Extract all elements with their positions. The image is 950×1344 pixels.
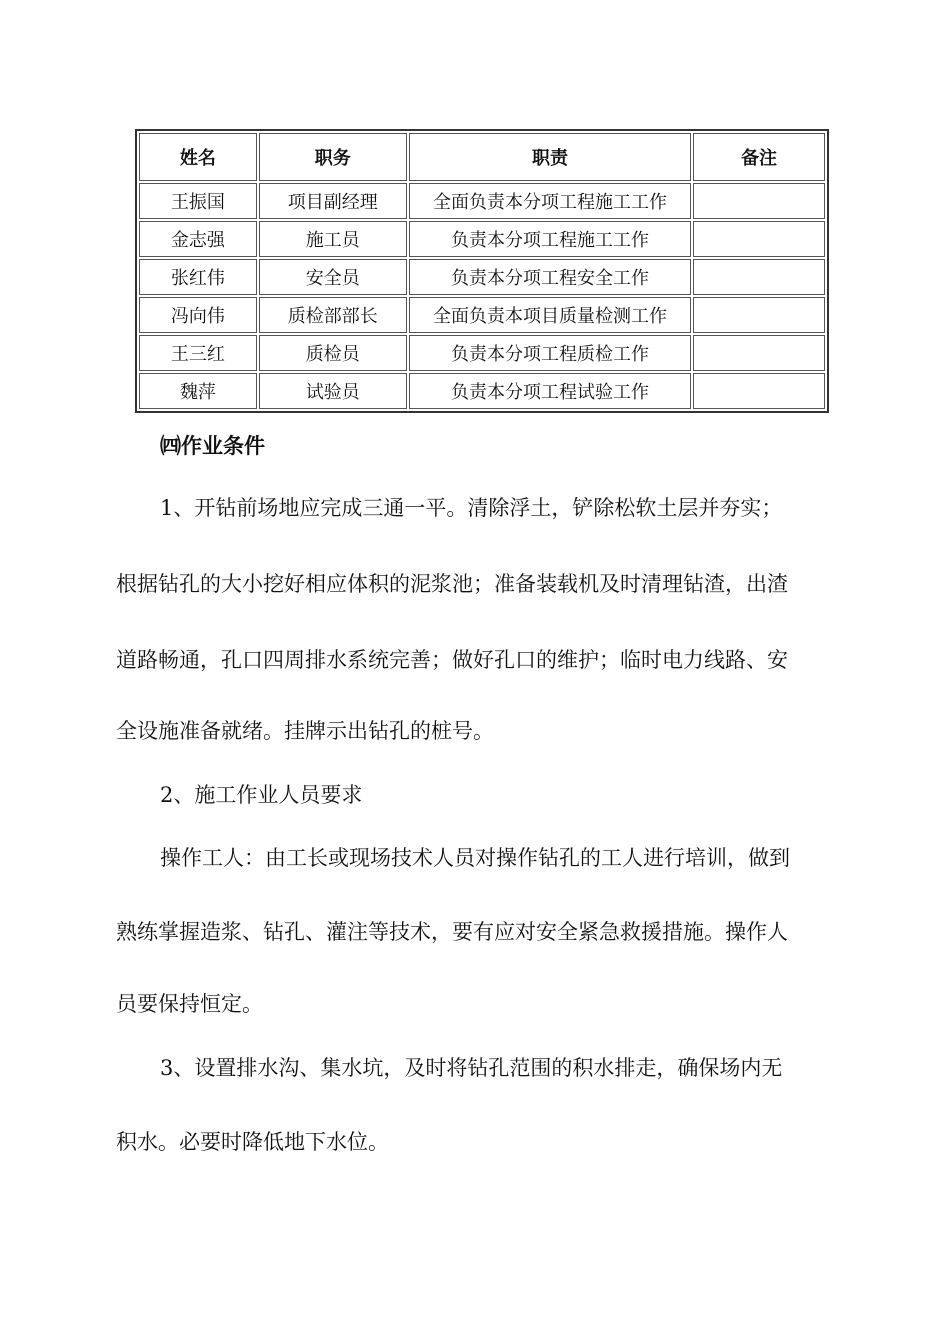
cell-post: 质检员 bbox=[259, 335, 407, 371]
cell-duty: 负责本分项工程施工工作 bbox=[409, 221, 691, 257]
item1-line: 根据钻孔的大小挖好相应体积的泥浆池；准备装载机及时清理钻渣，出渣 bbox=[116, 572, 788, 596]
cell-post: 施工员 bbox=[259, 221, 407, 257]
header-note: 备注 bbox=[693, 133, 825, 181]
cell-duty: 负责本分项工程安全工作 bbox=[409, 259, 691, 295]
item3-line: 积水。必要时降低地下水位。 bbox=[116, 1130, 389, 1154]
table-row bbox=[139, 297, 825, 333]
table-row bbox=[139, 221, 825, 257]
table-header-row bbox=[139, 133, 825, 181]
cell-name: 张红伟 bbox=[139, 259, 257, 295]
table-row bbox=[139, 335, 825, 371]
cell-note bbox=[693, 183, 825, 219]
item2-line: 熟练掌握造浆、钻孔、灌注等技术，要有应对安全紧急救援措施。操作人 bbox=[116, 920, 788, 944]
staff-responsibility-table bbox=[135, 129, 829, 413]
item1-line: 全设施准备就绪。挂牌示出钻孔的桩号。 bbox=[116, 719, 494, 743]
item2-line: 员要保持恒定。 bbox=[116, 992, 263, 1016]
table-row bbox=[139, 259, 825, 295]
item2-line: 操作工人：由工长或现场技术人员对操作钻孔的工人进行培训，做到 bbox=[160, 846, 790, 870]
cell-name: 魏萍 bbox=[139, 373, 257, 409]
cell-note bbox=[693, 373, 825, 409]
cell-duty: 全面负责本项目质量检测工作 bbox=[409, 297, 691, 333]
cell-note bbox=[693, 297, 825, 333]
cell-name: 王振国 bbox=[139, 183, 257, 219]
cell-name: 王三红 bbox=[139, 335, 257, 371]
item2-title: 2、施工作业人员要求 bbox=[160, 783, 363, 807]
header-duty: 职责 bbox=[409, 133, 691, 181]
header-name: 姓名 bbox=[139, 133, 257, 181]
cell-duty: 负责本分项工程试验工作 bbox=[409, 373, 691, 409]
item1-line: 道路畅通，孔口四周排水系统完善；做好孔口的维护；临时电力线路、安 bbox=[116, 648, 788, 672]
item3-line: 3、设置排水沟、集水坑，及时将钻孔范围的积水排走，确保场内无 bbox=[160, 1056, 783, 1080]
section-heading: ㈣作业条件 bbox=[160, 434, 265, 458]
cell-note bbox=[693, 335, 825, 371]
cell-name: 冯向伟 bbox=[139, 297, 257, 333]
cell-post: 质检部部长 bbox=[259, 297, 407, 333]
cell-duty: 全面负责本分项工程施工工作 bbox=[409, 183, 691, 219]
cell-post: 安全员 bbox=[259, 259, 407, 295]
cell-note bbox=[693, 259, 825, 295]
cell-name: 金志强 bbox=[139, 221, 257, 257]
cell-duty: 负责本分项工程质检工作 bbox=[409, 335, 691, 371]
table-row bbox=[139, 183, 825, 219]
cell-note bbox=[693, 221, 825, 257]
table-row bbox=[139, 373, 825, 409]
cell-post: 试验员 bbox=[259, 373, 407, 409]
cell-post: 项目副经理 bbox=[259, 183, 407, 219]
item1-line: 1、开钻前场地应完成三通一平。清除浮土，铲除松软土层并夯实； bbox=[160, 496, 783, 520]
header-post: 职务 bbox=[259, 133, 407, 181]
